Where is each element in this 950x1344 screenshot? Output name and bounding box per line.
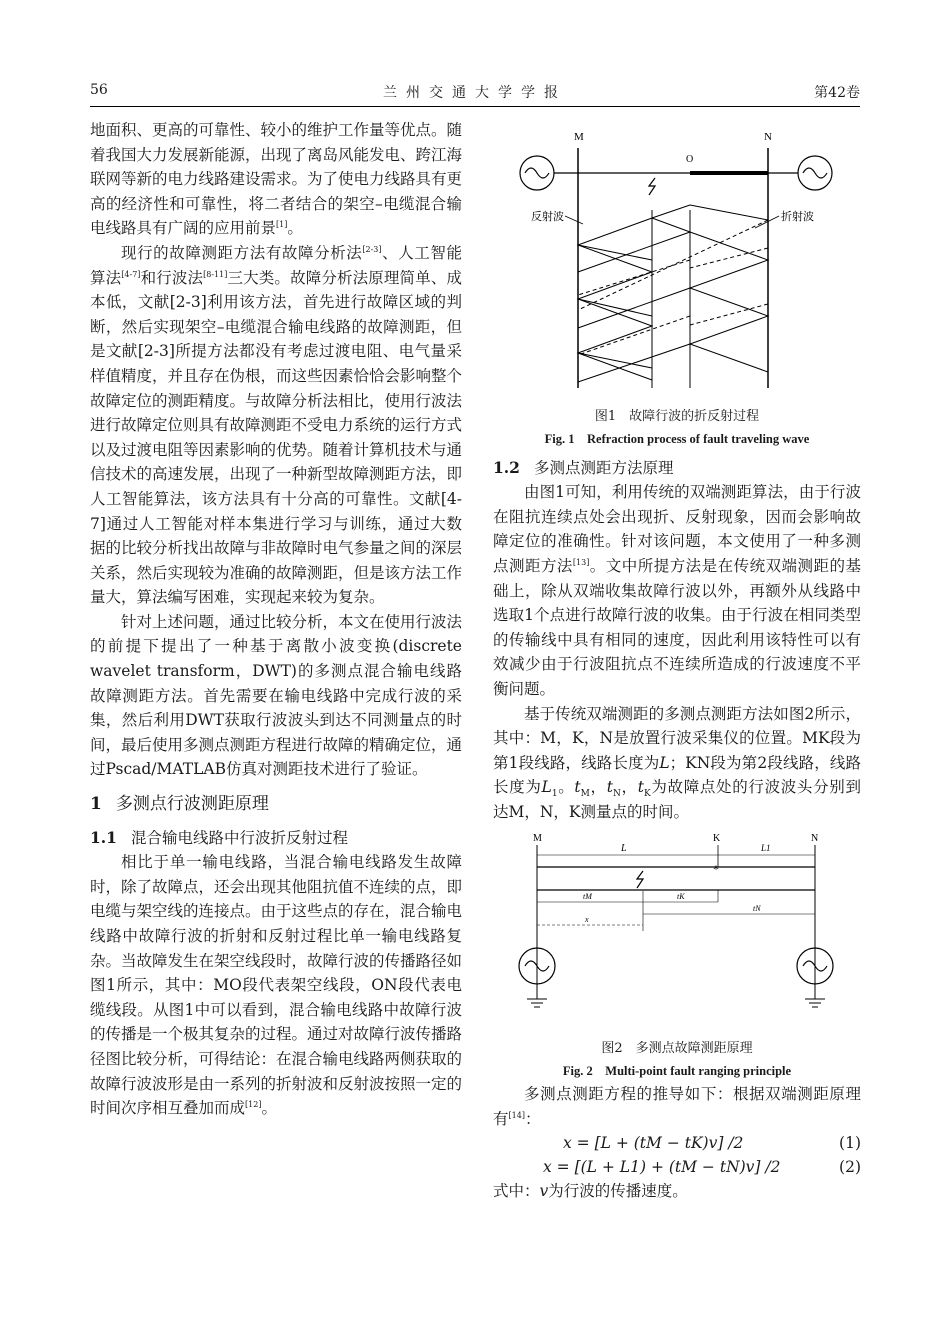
fig1-label-N: N — [764, 131, 772, 143]
fig2-label-M: M — [533, 832, 542, 844]
right-column — [493, 118, 861, 1204]
fig2-label-tN: tN — [753, 903, 761, 913]
fig1-label-O: O — [686, 154, 694, 165]
fig2-caption-cn: 图2 多测点故障测距原理 — [601, 1041, 753, 1057]
subsection-heading-1-2: 1.2 多测点测距方法原理 — [493, 457, 674, 477]
paragraph-multipoint: 由图1可知，利用传统的双端测距算法，由于行波在阻抗连续点处会出现折、反射现象，因而会影响故障定位的准确性。针对该问题，本文使用了一种多测点测距方法[13]。文中所提方法是在传统双端测距的基础上，除从双端收集故障行波以外，再额外从线路中选取1个点进行故障行波的收集。由于行波在相同类型的传输线中具有相同的速度，因此利用该特性可以有效减少由于行波阻抗点不连续所造成的行波速度不平衡问题。 — [493, 483, 861, 698]
equation-2: x = [(L + L1) + (tM − tN)v] /2 (2) — [543, 1158, 861, 1177]
fig2-label-L1: L1 — [761, 842, 771, 853]
journal-title: 兰州交通大学学报 — [383, 85, 567, 101]
section-heading-1: 1 多测点行波测距原理 — [90, 794, 269, 815]
subsection-heading-1-1: 1.1 混合输电线路中行波折反射过程 — [90, 827, 348, 847]
equation-1: x = [L + (tM − tK)v] /2 (1) — [563, 1134, 861, 1153]
paragraph-refraction: 相比于单一输电线路，当混合输电线路发生故障时，除了故障点，还会出现其他阻抗值不连续的点，即电缆与架空线的连接点。由于这些点的存在，混合输电线路中故障行波的折射和反射过程比单一输电线路复杂。当故障发生在架空线段时，故障行波的传播路径如图1所示，其中：MO段代表架空线段，ON段代表电缆线段。从图1中可以看到，混合输电线路中故障行波的传播是一个极其复杂的过程。通过对故障行波传播路径图比较分析，可得结论：在混合输电线路两侧获取的故障行波波形是由一系列的折射波和反射波按照一定的时间次序相互叠加而成[12]。 — [90, 853, 463, 1118]
wave-paths — [578, 205, 768, 382]
paragraph-application: 地面积、更高的可靠性、较小的维护工作量等优点。随着我国大力发展新能源，出现了离岛风能发电、跨江海联网等新的电力线路建设需求。为了使电力线路具有更高的经济性和可靠性，将二者结合的架空–电缆混合输电线路具有广阔的应用前景[1]。 — [90, 121, 463, 238]
fig2-label-L: L — [621, 842, 627, 854]
multipoint-diagram — [493, 831, 861, 1031]
refraction-diagram — [493, 120, 861, 398]
fig2-label-tM: tM — [583, 891, 592, 901]
label-refract: 折射波 — [781, 211, 814, 223]
paragraph-equations-intro: 多测点测距方程的推导如下：根据双端测距原理有[14]： — [493, 1085, 861, 1128]
paragraph-where: 式中：v为行波的传播速度。 — [493, 1182, 688, 1201]
paragraph-methods-review: 现行的故障测距方法有故障分析法[2-3]、人工智能算法[4-7]和行波法[8-11]三大类。故障分析法原理简单、成本低，文献[2-3]利用该方法，首先进行故障区域的判断，然后实现架空–电缆混合输电线路的故障测距，但是文献[2-3]所提方法都没有考虑过渡电阻、电气量采样值精度，并且存在伪根，而这些因素恰恰会影响整个故障定位的测距精度。与故障分析法相比，使用行波法进行故障定位则具有故障测距不受电力系统的运行方式以及过渡电阻等因素影响的优势。随着计算机技术与通信技术的高速发展，出现了一种新型故障测距方法，即人工智能算法，该方法具有十分高的可靠性。文献[4-7]通过人工智能对样本集进行学习与训练，通过大数据的比较分析找出故障与非故障时电气参量之间的深层关系，然后实现较为准确的故障测距，但是该方法工作量大，算法编写困难，实现起来较为复杂。 — [90, 243, 463, 607]
fig2-label-tK: tK — [677, 891, 685, 901]
paragraph-proposal: 针对上述问题，通过比较分析，本文在使用行波法的前提下提出了一种基于离散小波变换(discrete wavelet transform，DWT)的多测点混合输电线路故障测距方法。首先需要在输电线路中完成行波的采集，然后利用DWT获取行波波头到达不同测量点的时间，最后使用多测点测距方程进行故障的精确定位，通过Pscad/MATLAB仿真对测距技术进行了验证。 — [90, 612, 463, 779]
k-point-icon: * — [713, 861, 719, 876]
page-number: 56 — [90, 82, 108, 98]
running-header — [90, 82, 860, 107]
fig2-label-N: N — [811, 832, 819, 844]
fault-icon-2 — [637, 871, 643, 888]
figure-1 — [493, 120, 861, 450]
fig1-caption-en: Fig. 1 Refraction process of fault traveling wave — [544, 431, 810, 446]
fig1-caption-cn: 图1 故障行波的折反射过程 — [594, 408, 760, 424]
fig2-caption-en: Fig. 2 Multi-point fault ranging principle — [562, 1064, 792, 1079]
label-reflect: 反射波 — [531, 211, 564, 223]
fig2-label-x: x — [585, 914, 589, 924]
figure-2 — [493, 831, 861, 1083]
fig1-label-M: M — [574, 131, 584, 143]
fig2-label-K: K — [713, 832, 721, 844]
left-column — [90, 118, 462, 1121]
volume-label: 第42卷 — [814, 85, 860, 101]
fault-icon — [649, 178, 655, 195]
paragraph-fig2-desc: 基于传统双端测距的多测点测距方法如图2所示，其中：M，K，N是放置行波采集仪的位置。MK段为第1段线路，线路长度为L；KN段为第2段线路，线路长度为$L_1$。$t_M$，$t_N$，$t_K$为故障点处的行波波头分别到达M，N，K测量点的时间。 — [493, 704, 861, 821]
